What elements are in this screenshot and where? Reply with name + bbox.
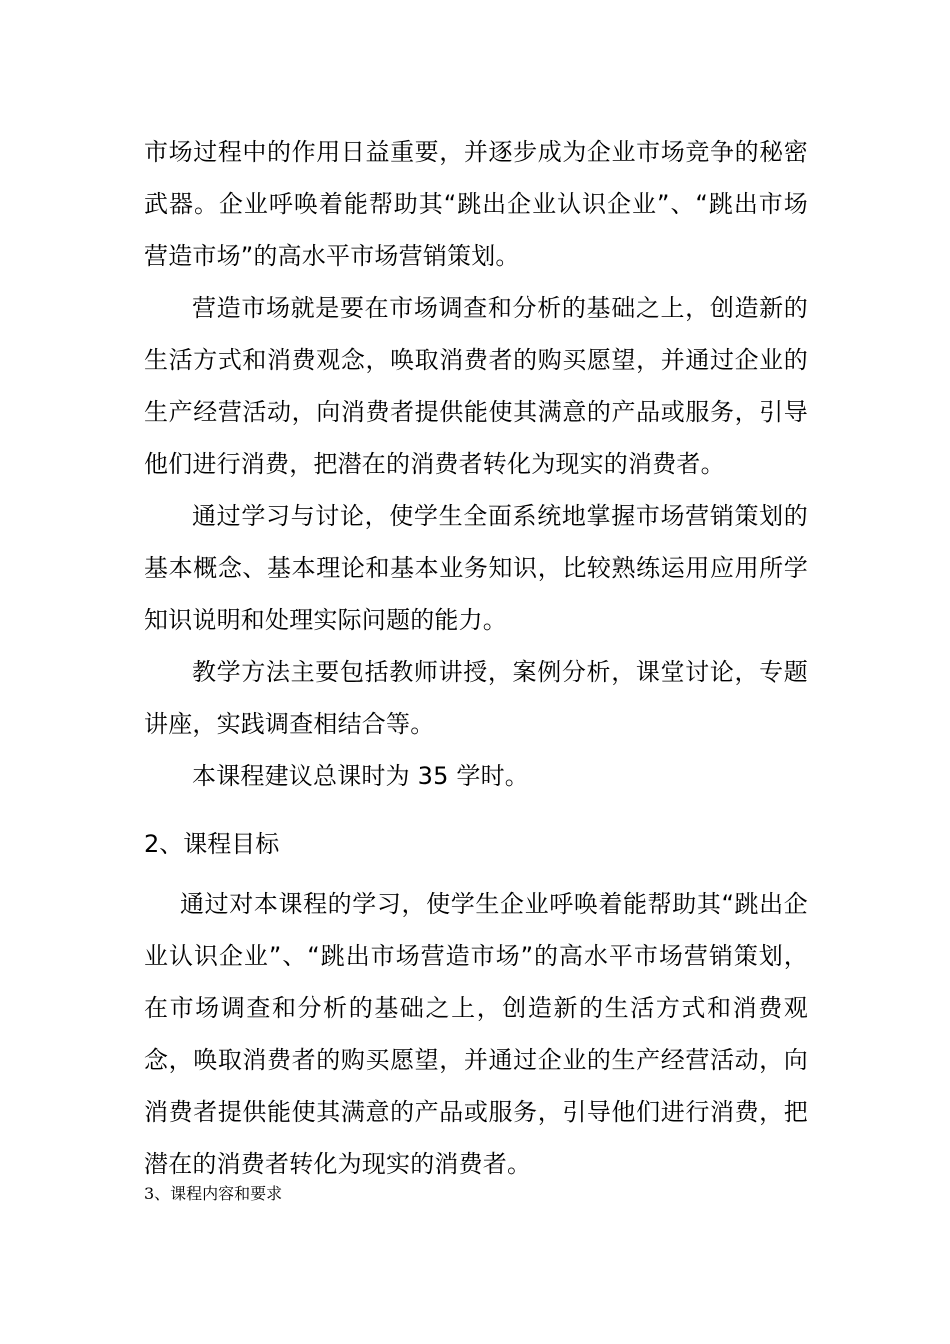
heading-course-goal: 2、课程目标 xyxy=(144,830,280,858)
paragraph-course-goal: 通过对本课程的学习，使学生企业呼唤着能帮助其“跳出企业认识企业”、“跳出市场营造市场”的高水平市场营销策划，在市场调查和分析的基础之上，创造新的生活方式和消费观念，唤取消费者的购买愿望，并通过企业的生产经营活动，向消费者提供能使其满意的产品或服务，引导他们进行消费，把潜在的消费者转化为现实的消费者。 xyxy=(144,890,808,1178)
paragraph-intro: 市场过程中的作用日益重要，并逐步成为企业市场竞争的秘密武器。企业呼唤着能帮助其“跳出企业认识企业”、“跳出市场营造市场”的高水平市场营销策划。 xyxy=(144,138,808,270)
paragraph-study: 通过学习与讨论，使学生全面系统地掌握市场营销策划的基本概念、基本理论和基本业务知识，比较熟练运用应用所学知识说明和处理实际问题的能力。 xyxy=(144,502,808,634)
heading-course-content: 3、课程内容和要求 xyxy=(144,1184,283,1203)
paragraph-teaching-method: 教学方法主要包括教师讲授，案例分析，课堂讨论，专题讲座，实践调查相结合等。 xyxy=(144,658,808,738)
paragraph-course-hours: 本课程建议总课时为 35 学时。 xyxy=(192,762,529,790)
paragraph-create-market: 营造市场就是要在市场调查和分析的基础之上，创造新的生活方式和消费观念，唤取消费者的购买愿望，并通过企业的生产经营活动，向消费者提供能使其满意的产品或服务，引导他们进行消费，把潜在的消费者转化为现实的消费者。 xyxy=(144,294,808,478)
